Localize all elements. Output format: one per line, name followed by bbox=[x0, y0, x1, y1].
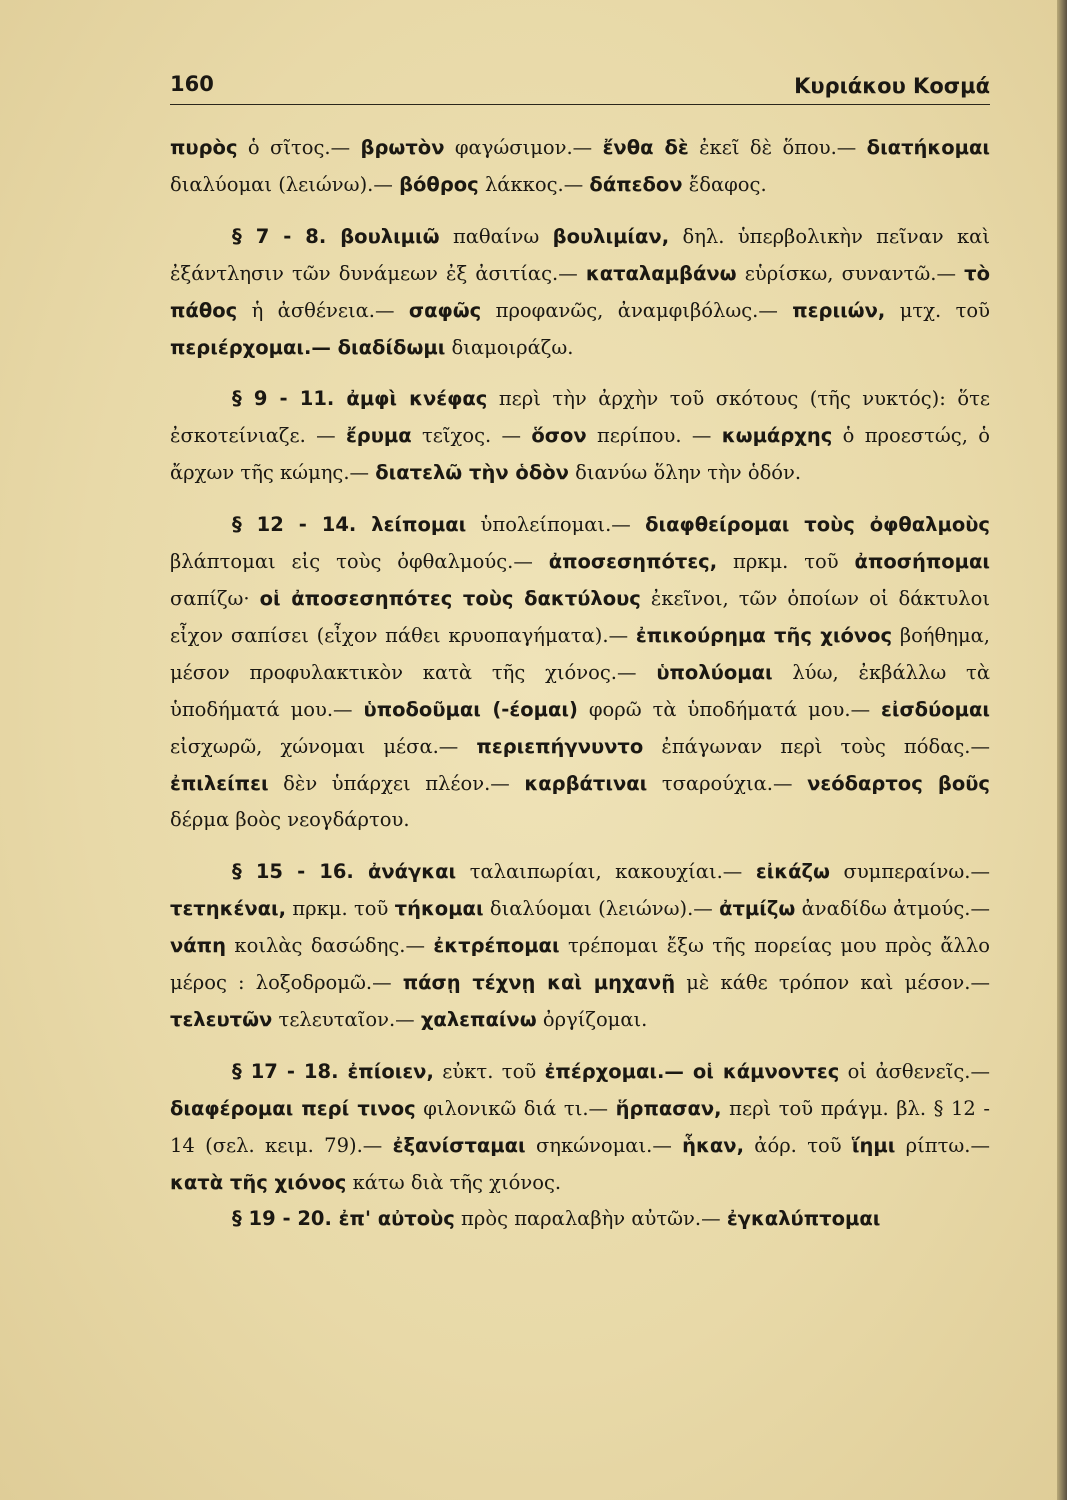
glossary-term: καταλαμβάνω bbox=[585, 261, 737, 285]
glossary-term: § 19 - 20. ἐπ' αὐτοὺς bbox=[232, 1207, 455, 1231]
glossary-definition: διαλύομαι (λειώνω).— bbox=[483, 897, 720, 921]
glossary-definition: κοιλὰς δασώδης.— bbox=[226, 934, 434, 958]
glossary-definition: δέρμα βοὸς νεογδάρτου. bbox=[170, 808, 410, 832]
glossary-term: ἐγκαλύπτομαι bbox=[726, 1207, 881, 1231]
glossary-term: οἱ ἀποσεσηπότες τοὺς δακτύλους bbox=[259, 586, 641, 610]
page-number: 160 bbox=[170, 72, 214, 96]
glossary-term: χαλεπαίνω bbox=[420, 1007, 537, 1031]
glossary-term: ἐπιλείπει bbox=[170, 771, 269, 795]
glossary-definition: τσαρούχια.— bbox=[647, 771, 808, 795]
glossary-definition: φιλονικῶ διά τι.— bbox=[415, 1096, 616, 1120]
glossary-definition: φαγώσιμον.— bbox=[444, 136, 603, 159]
glossary-definition: ἀναδίδω ἀτμούς.— bbox=[795, 897, 990, 921]
glossary-term: εἰκάζω bbox=[755, 860, 830, 884]
glossary-definition: μὲ κάθε τρόπον καὶ μέσον.— bbox=[675, 971, 990, 995]
glossary-definition: δὲν ὑπάρχει πλέον.— bbox=[268, 771, 525, 795]
glossary-term: ὅσον bbox=[531, 424, 587, 448]
page-edge-shadow bbox=[1057, 0, 1067, 1500]
glossary-definition: περὶ τοῦ πράγμ. βλ. § 12 - 14 (σελ. κειμ. 79).— bbox=[170, 1096, 990, 1157]
glossary-term: τετηκέναι, bbox=[170, 897, 287, 921]
glossary-paragraph bbox=[170, 854, 990, 1039]
glossary-paragraph bbox=[170, 381, 990, 492]
glossary-definition: ὀργίζομαι. bbox=[536, 1007, 648, 1031]
glossary-definition: εἰσχωρῶ, χώνομαι μέσα.— bbox=[170, 734, 477, 758]
glossary-definition: εὐκτ. τοῦ bbox=[433, 1059, 545, 1083]
glossary-definition: σηκώνομαι.— bbox=[525, 1133, 683, 1157]
glossary-term: περιέρχομαι.— διαδίδωμι bbox=[170, 335, 446, 359]
glossary-term: ὑποδοῦμαι (-έομαι) bbox=[363, 697, 578, 721]
glossary-term: διατελῶ τὴν ὁδὸν bbox=[375, 461, 569, 485]
glossary-definition: τεῖχος. — bbox=[411, 424, 532, 448]
glossary-term: ἧκαν, bbox=[682, 1133, 744, 1157]
glossary-term: διαφέρομαι περί τινος bbox=[170, 1096, 416, 1120]
glossary-paragraph bbox=[170, 507, 990, 839]
glossary-term: δάπεδον bbox=[589, 172, 683, 196]
glossary-definition: λύω, ἐκβάλλω τὰ ὑποδήματά μου.— bbox=[170, 660, 990, 721]
glossary-paragraph bbox=[170, 1201, 990, 1238]
glossary-definition: εὑρίσκω, συναντῶ.— bbox=[736, 261, 965, 285]
glossary-term: κωμάρχης bbox=[721, 424, 833, 448]
glossary-definition: ἐπάγωναν περὶ τοὺς πόδας.— bbox=[643, 734, 991, 758]
glossary-term: ἐπικούρημα τῆς χιόνος bbox=[635, 623, 893, 647]
glossary-definition: ὁ σῖτος.— bbox=[237, 136, 361, 159]
glossary-term: § 15 - 16. ἀνάγκαι bbox=[232, 860, 457, 884]
glossary-definition: βοήθημα, μέσον προφυλακτικὸν κατὰ τῆς χιόνος.— bbox=[170, 623, 991, 684]
glossary-term: τελευτῶν bbox=[170, 1007, 273, 1031]
glossary-term: ἵημι bbox=[851, 1133, 896, 1157]
glossary-term: βουλιμίαν, bbox=[552, 224, 670, 248]
glossary-term: βρωτὸν bbox=[360, 136, 445, 159]
glossary-term: § 7 - 8. βουλιμιῶ bbox=[232, 224, 440, 248]
glossary-term: διαφθείρομαι τοὺς ὀφθαλμοὺς bbox=[645, 513, 990, 537]
glossary-definition: διαλύομαι (λειώνω).— bbox=[170, 172, 400, 196]
glossary-definition: ὑπολείπομαι.— bbox=[466, 513, 646, 537]
glossary-definition: προφανῶς, ἀναμφιβόλως.— bbox=[481, 298, 793, 322]
glossary-term: βόθρος bbox=[399, 172, 479, 196]
glossary-term: τὸ πάθος bbox=[170, 261, 990, 322]
glossary-definition: πρκμ. τοῦ bbox=[717, 550, 855, 574]
glossary-term: ἐπέρχομαι.— οἱ κάμνοντες bbox=[544, 1059, 840, 1083]
glossary-definition: κάτω διὰ τῆς χιόνος. bbox=[346, 1170, 562, 1194]
glossary-term: διατήκομαι bbox=[866, 136, 990, 159]
glossary-definition: τρέπομαι ἔξω τῆς πορείας μου πρὸς ἄλλο μέρος : λοξοδρομῶ.— bbox=[170, 934, 991, 995]
glossary-definition: μτχ. τοῦ bbox=[885, 298, 990, 322]
header-rule bbox=[170, 104, 990, 105]
glossary-term: καρβάτιναι bbox=[524, 771, 648, 795]
glossary-term: ἔνθα δὲ bbox=[602, 136, 689, 159]
glossary-term: περιεπήγνυντο bbox=[476, 734, 644, 758]
glossary-text bbox=[170, 130, 990, 1238]
glossary-term: τήκομαι bbox=[394, 897, 484, 921]
glossary-paragraph bbox=[170, 219, 990, 367]
glossary-definition: ἐκεῖ δὲ ὅπου.— bbox=[688, 136, 867, 159]
glossary-term: πυρὸς bbox=[170, 136, 238, 159]
glossary-definition: δηλ. ὑπερβολικὴν πεῖναν καὶ ἐξάντλησιν τῶν δυνάμεων ἐξ ἀσιτίας.— bbox=[170, 224, 990, 285]
running-title: Κυριάκου Κοσμά bbox=[794, 74, 990, 98]
glossary-term: ἥρπασαν, bbox=[615, 1096, 722, 1120]
glossary-definition: πρὸς παραλαβὴν αὐτῶν.— bbox=[454, 1207, 727, 1231]
glossary-term: νεόδαρτος βοῦς bbox=[807, 771, 990, 795]
page-header bbox=[170, 72, 990, 102]
glossary-definition: πρκμ. τοῦ bbox=[286, 897, 395, 921]
glossary-term: ἀποσεσηπότες, bbox=[548, 550, 718, 574]
glossary-definition: ἐκεῖνοι, τῶν ὁποίων οἱ δάκτυλοι εἶχον σαπίσει (εἶχον πάθει κρυοπαγήματα).— bbox=[170, 586, 990, 647]
glossary-definition: περὶ τὴν ἀρχὴν τοῦ σκότους (τῆς νυκτός): ὅτε ἐσκοτείνιαζε. — bbox=[170, 387, 990, 448]
glossary-definition: ἀόρ. τοῦ bbox=[743, 1133, 852, 1157]
glossary-term: εἰσδύομαι bbox=[881, 697, 990, 721]
glossary-definition: διανύω ὅλην τὴν ὁδόν. bbox=[568, 461, 802, 485]
glossary-definition: περίπου. — bbox=[586, 424, 722, 448]
glossary-definition: παθαίνω bbox=[439, 224, 553, 248]
glossary-definition: ἔδαφος. bbox=[682, 172, 767, 196]
glossary-paragraph bbox=[170, 130, 990, 204]
glossary-definition: διαμοιράζω. bbox=[445, 335, 574, 359]
glossary-definition: ταλαιπωρίαι, κακουχίαι.— bbox=[456, 860, 756, 884]
glossary-definition: φορῶ τὰ ὑποδήματά μου.— bbox=[577, 697, 882, 721]
glossary-definition: οἱ ἀσθενεῖς.— bbox=[839, 1059, 990, 1083]
glossary-term: σαφῶς bbox=[408, 298, 482, 322]
glossary-definition: βλάπτομαι εἰς τοὺς ὀφθαλμούς.— bbox=[170, 550, 549, 574]
glossary-term: ἀποσήπομαι bbox=[854, 550, 990, 574]
glossary-definition: λάκκος.— bbox=[478, 172, 590, 196]
glossary-term: ἐκτρέπομαι bbox=[433, 934, 560, 958]
glossary-term: κατὰ τῆς χιόνος bbox=[170, 1170, 347, 1194]
glossary-paragraph bbox=[170, 1054, 990, 1202]
glossary-definition: σαπίζω· bbox=[170, 586, 260, 610]
glossary-definition: συμπεραίνω.— bbox=[830, 860, 991, 884]
glossary-term: ὑπολύομαι bbox=[656, 660, 773, 684]
glossary-definition: τελευταῖον.— bbox=[272, 1007, 421, 1031]
glossary-term: § 17 - 18. ἐπίοιεν, bbox=[232, 1059, 434, 1083]
glossary-definition: ρίπτω.— bbox=[895, 1133, 990, 1157]
glossary-term: § 9 - 11. ἀμφὶ κνέφας bbox=[232, 387, 488, 411]
glossary-definition: ὁ προεστώς, ὁ ἄρχων τῆς κώμης.— bbox=[170, 424, 990, 485]
glossary-term: § 12 - 14. λείπομαι bbox=[232, 513, 467, 537]
glossary-term: ἔρυμα bbox=[345, 424, 412, 448]
glossary-term: πάσῃ τέχνῃ καὶ μηχανῇ bbox=[402, 971, 676, 995]
glossary-definition: ἡ ἀσθένεια.— bbox=[237, 298, 409, 322]
glossary-term: ἐξανίσταμαι bbox=[392, 1133, 526, 1157]
glossary-term: περιιών, bbox=[792, 298, 886, 322]
glossary-term: ἀτμίζω bbox=[719, 897, 796, 921]
glossary-term: νάπη bbox=[170, 934, 226, 958]
